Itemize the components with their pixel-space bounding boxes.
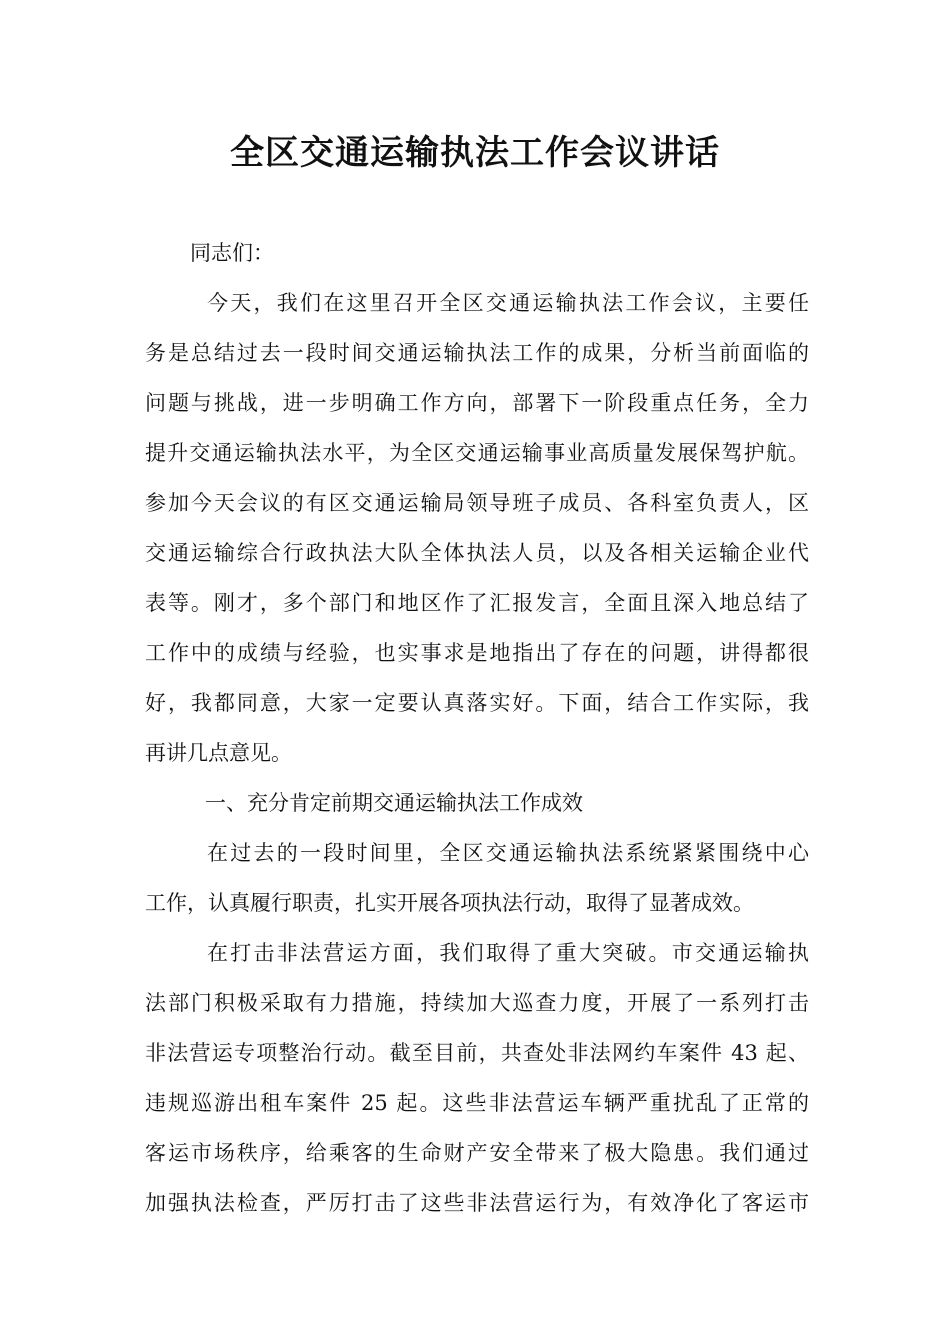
text-line: 非法营运专项整治行动。截至目前，共查处非法网约车案件 43 起、 <box>145 1041 809 1065</box>
text-line: 交通运输综合行政执法大队全体执法人员，以及各相关运输企业代 <box>145 541 809 565</box>
document-body <box>145 228 809 1228</box>
text-line: 违规巡游出租车案件 25 起。这些非法营运车辆严重扰乱了正常的 <box>145 1091 809 1115</box>
text-line: 今天，我们在这里召开全区交通运输执法工作会议，主要任 <box>207 291 809 315</box>
text-line: 再讲几点意见。 <box>145 741 292 765</box>
text-line: 工作，认真履行职责，扎实开展各项执法行动，取得了显著成效。 <box>145 891 754 915</box>
text-line: 客运市场秩序，给乘客的生命财产安全带来了极大隐患。我们通过 <box>145 1141 809 1165</box>
text-line: 问题与挑战，进一步明确工作方向，部署下一阶段重点任务，全力 <box>145 391 809 415</box>
text-line: 法部门积极采取有力措施，持续加大巡查力度，开展了一系列打击 <box>145 991 809 1015</box>
section-heading: 一、充分肯定前期交通运输执法工作成效 <box>205 791 583 815</box>
text-line: 工作中的成绩与经验，也实事求是地指出了存在的问题，讲得都很 <box>145 641 809 665</box>
greeting-line: 同志们： <box>190 241 274 265</box>
text-line: 提升交通运输执法水平，为全区交通运输事业高质量发展保驾护航。 <box>145 441 809 465</box>
text-line: 加强执法检查，严厉打击了这些非法营运行为，有效净化了客运市 <box>145 1191 809 1215</box>
text-line: 好，我都同意，大家一定要认真落实好。下面，结合工作实际，我 <box>145 691 809 715</box>
text-line: 在打击非法营运方面，我们取得了重大突破。市交通运输执 <box>207 941 809 965</box>
text-line: 在过去的一段时间里，全区交通运输执法系统紧紧围绕中心 <box>207 841 809 865</box>
text-line: 务是总结过去一段时间交通运输执法工作的成果，分析当前面临的 <box>145 341 809 365</box>
document-title: 全区交通运输执法工作会议讲话 <box>230 133 720 173</box>
text-line: 参加今天会议的有区交通运输局领导班子成员、各科室负责人，区 <box>145 491 809 515</box>
text-line: 表等。刚才，多个部门和地区作了汇报发言，全面且深入地总结了 <box>145 591 809 615</box>
